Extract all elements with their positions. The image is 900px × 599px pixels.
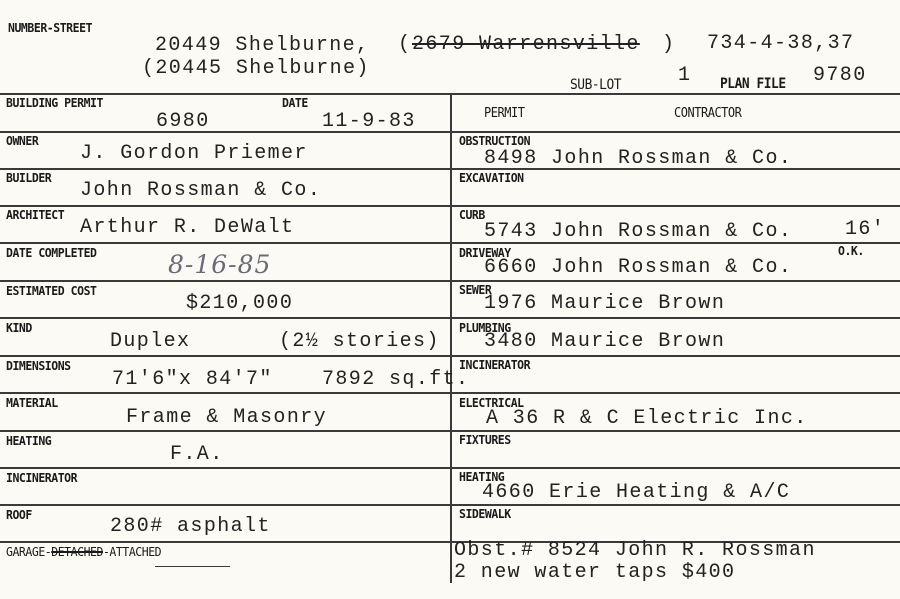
dimensions-value: 71'6"x 84'7" [112,368,273,391]
garage-label-suffix: -ATTACHED [102,544,162,559]
building-permit-value: 6980 [156,110,210,133]
parcel-number: 734-4-38,37 [707,32,855,55]
owner-label: OWNER [6,133,39,148]
sidewalk-label: SIDEWALK [459,506,511,521]
sewer-value: 1976 Maurice Brown [484,292,726,315]
sublot-label: SUB-LOT [570,77,622,93]
architect-value: Arthur R. DeWalt [80,216,295,239]
garage-detached-struck: DETACHED [51,544,103,559]
excavation-label: EXCAVATION [459,170,524,185]
curb-value: 5743 John Rossman & Co. [484,220,793,243]
plan-file-label: PLAN FILE [720,76,786,92]
date-completed-handwritten: 8-16-85 [168,250,272,279]
dimensions-label: DIMENSIONS [6,358,71,373]
address-old-struck: 2679 Warrensville [412,33,640,56]
row-divider [0,205,900,207]
address-paren-close: ) [662,33,676,56]
row-divider [0,392,900,394]
heating-right-label: HEATING [459,469,505,484]
incinerator-label: INCINERATOR [6,470,78,485]
row-divider [0,317,900,319]
heating-label: HEATING [6,433,52,448]
kind-value: Duplex [110,330,191,353]
number-street-label: NUMBER-STREET [8,20,93,35]
sublot-value: 1 [678,64,692,87]
heating-value: F.A. [170,443,224,466]
address-line1: 20449 Shelburne, [155,34,370,57]
obstruction-value: 8498 John Rossman & Co. [484,147,793,170]
kind-label: KIND [6,320,32,335]
plumbing-label: PLUMBING [459,320,511,335]
date-label: DATE [282,95,308,110]
obstruction-label: OBSTRUCTION [459,133,531,148]
material-label: MATERIAL [6,395,58,410]
electrical-label: ELECTRICAL [459,395,524,410]
plan-file-value: 9780 [813,64,867,87]
note-line2: 2 new water taps $400 [454,561,736,584]
row-divider [0,280,900,282]
roof-label: ROOF [6,507,32,522]
builder-label: BUILDER [6,170,52,185]
row-divider [0,355,900,357]
row-divider [0,430,900,432]
note-line1: Obst.# 8524 John R. Rossman [454,539,816,562]
date-value: 11-9-83 [322,110,416,133]
curb-extra: 16' [845,218,886,241]
curb-label: CURB [459,207,485,222]
incinerator-right-label: INCINERATOR [459,357,531,372]
material-value: Frame & Masonry [126,406,328,429]
roof-value: 280# asphalt [110,515,271,538]
permit-header: PERMIT [484,106,525,121]
address-line2: (20445 Shelburne) [142,57,370,80]
architect-label: ARCHITECT [6,207,65,222]
driveway-ok: O.K. [838,243,864,258]
owner-value: J. Gordon Priemer [80,142,308,165]
row-divider [0,131,900,133]
builder-value: John Rossman & Co. [80,179,322,202]
fixtures-label: FIXTURES [459,432,511,447]
garage-underline [155,566,230,567]
estimated-cost-value: $210,000 [186,292,294,315]
heating-right-value: 4660 Erie Heating & A/C [482,481,791,504]
row-divider [0,504,900,506]
sewer-label: SEWER [459,282,492,297]
center-divider [450,93,452,583]
estimated-cost-label: ESTIMATED COST [6,283,97,298]
date-completed-label: DATE COMPLETED [6,245,97,260]
kind-stories: (2½ stories) [279,330,440,353]
driveway-value: 6660 John Rossman & Co. [484,256,793,279]
driveway-label: DRIVEWAY [459,245,511,260]
contractor-header: CONTRACTOR [674,106,742,121]
garage-label-prefix: GARAGE- [6,544,52,559]
address-paren-open: ( [398,33,412,56]
building-permit-label: BUILDING PERMIT [6,95,103,110]
garage-label [6,544,161,559]
plumbing-value: 3480 Maurice Brown [484,330,726,353]
row-divider [0,467,900,469]
dimensions-sqft: 7892 sq.ft. [322,368,470,391]
electrical-value: A 36 R & C Electric Inc. [486,407,808,430]
